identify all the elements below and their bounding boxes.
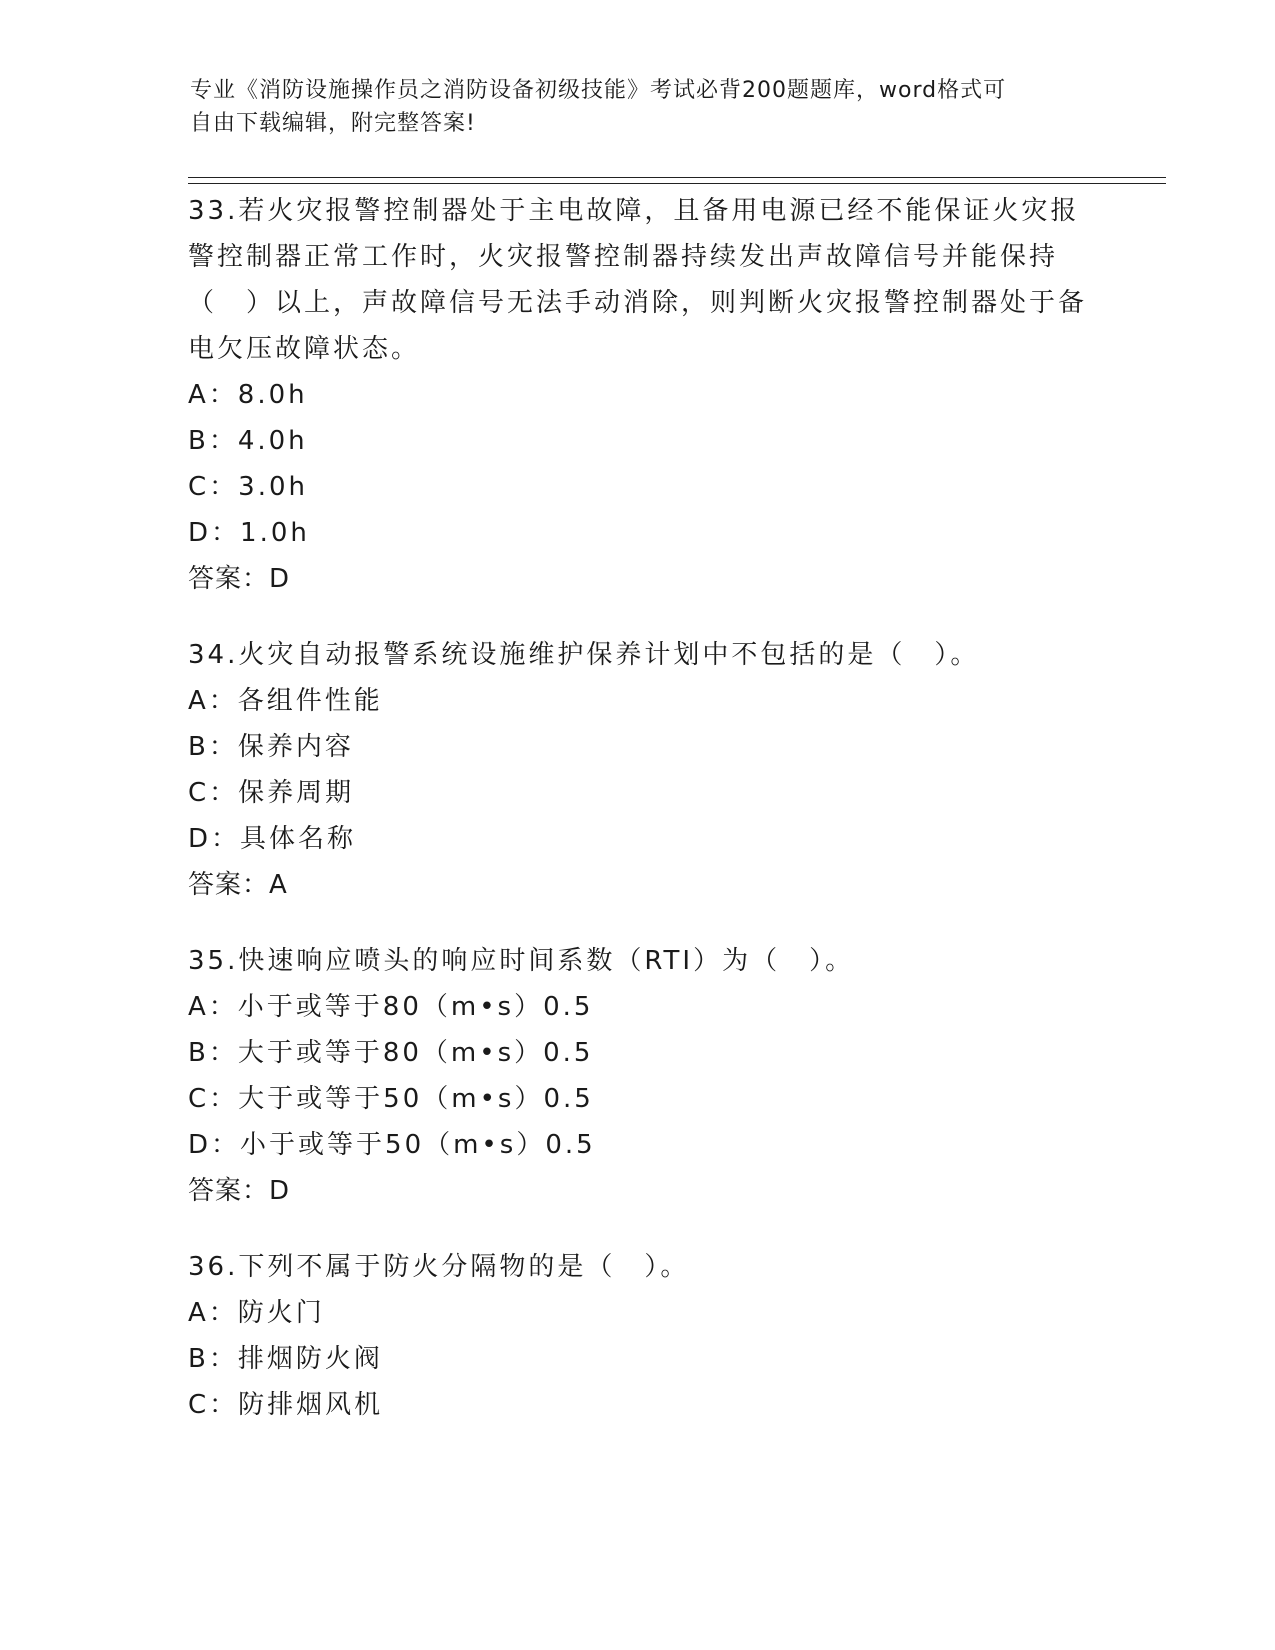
option-b: B：保养内容 [188,732,354,762]
option-b: B：排烟防火阀 [188,1344,383,1374]
answer-line [188,862,1088,908]
option-c: C：大于或等于50（m•s）0.5 [188,1084,594,1114]
option-c: C：防排烟风机 [188,1390,384,1420]
answer-label: 答案： [188,1176,270,1206]
option-b: B：大于或等于80（m•s）0.5 [188,1038,594,1068]
question-36 [188,1244,1088,1428]
option-b: B：4.0h [188,426,308,456]
question-33 [188,188,1088,602]
option-c: C：保养周期 [188,778,355,808]
question-stem: 35.快速响应喷头的响应时间系数（RTI）为（ ）。 [188,946,855,976]
question-stem: 33.若火灾报警控制器处于主电故障，且备用电源已经不能保证火灾报警控制器正常工作时，火灾报警控制器持续发出声故障信号并能保持（ ）以上，声故障信号无法手动消除，则判断火灾报警控制器处于备电欠压故障状态。 [188,196,1088,364]
question-list [188,188,1088,1458]
header-line-1: 专业《消防设施操作员之消防设备初级技能》考试必背200题题库，word格式可 [190,78,1007,103]
question-stem: 36.下列不属于防火分隔物的是（ ）。 [188,1252,690,1282]
header-line-2: 自由下载编辑，附完整答案! [190,111,476,136]
option-d: D：小于或等于50（m•s）0.5 [188,1130,596,1160]
question-35 [188,938,1088,1214]
option-c: C：3.0h [188,472,308,502]
option-a: A：防火门 [188,1298,325,1328]
option-a: A：各组件性能 [188,686,383,716]
answer-value: A [269,870,287,900]
header-divider-top [188,177,1166,178]
answer-label: 答案： [188,870,270,900]
answer-line [188,1168,1088,1214]
option-d: D：1.0h [188,518,310,548]
question-stem: 34.火灾自动报警系统设施维护保养计划中不包括的是（ ）。 [188,640,980,670]
option-a: A：8.0h [188,380,308,410]
option-d: D：具体名称 [188,824,357,854]
header-divider-bottom [188,183,1166,184]
question-34 [188,632,1088,908]
answer-value: D [269,564,290,594]
answer-line [188,556,1088,602]
answer-value: D [269,1176,290,1206]
answer-label: 答案： [188,564,270,594]
option-a: A：小于或等于80（m•s）0.5 [188,992,594,1022]
document-header [190,74,1090,140]
